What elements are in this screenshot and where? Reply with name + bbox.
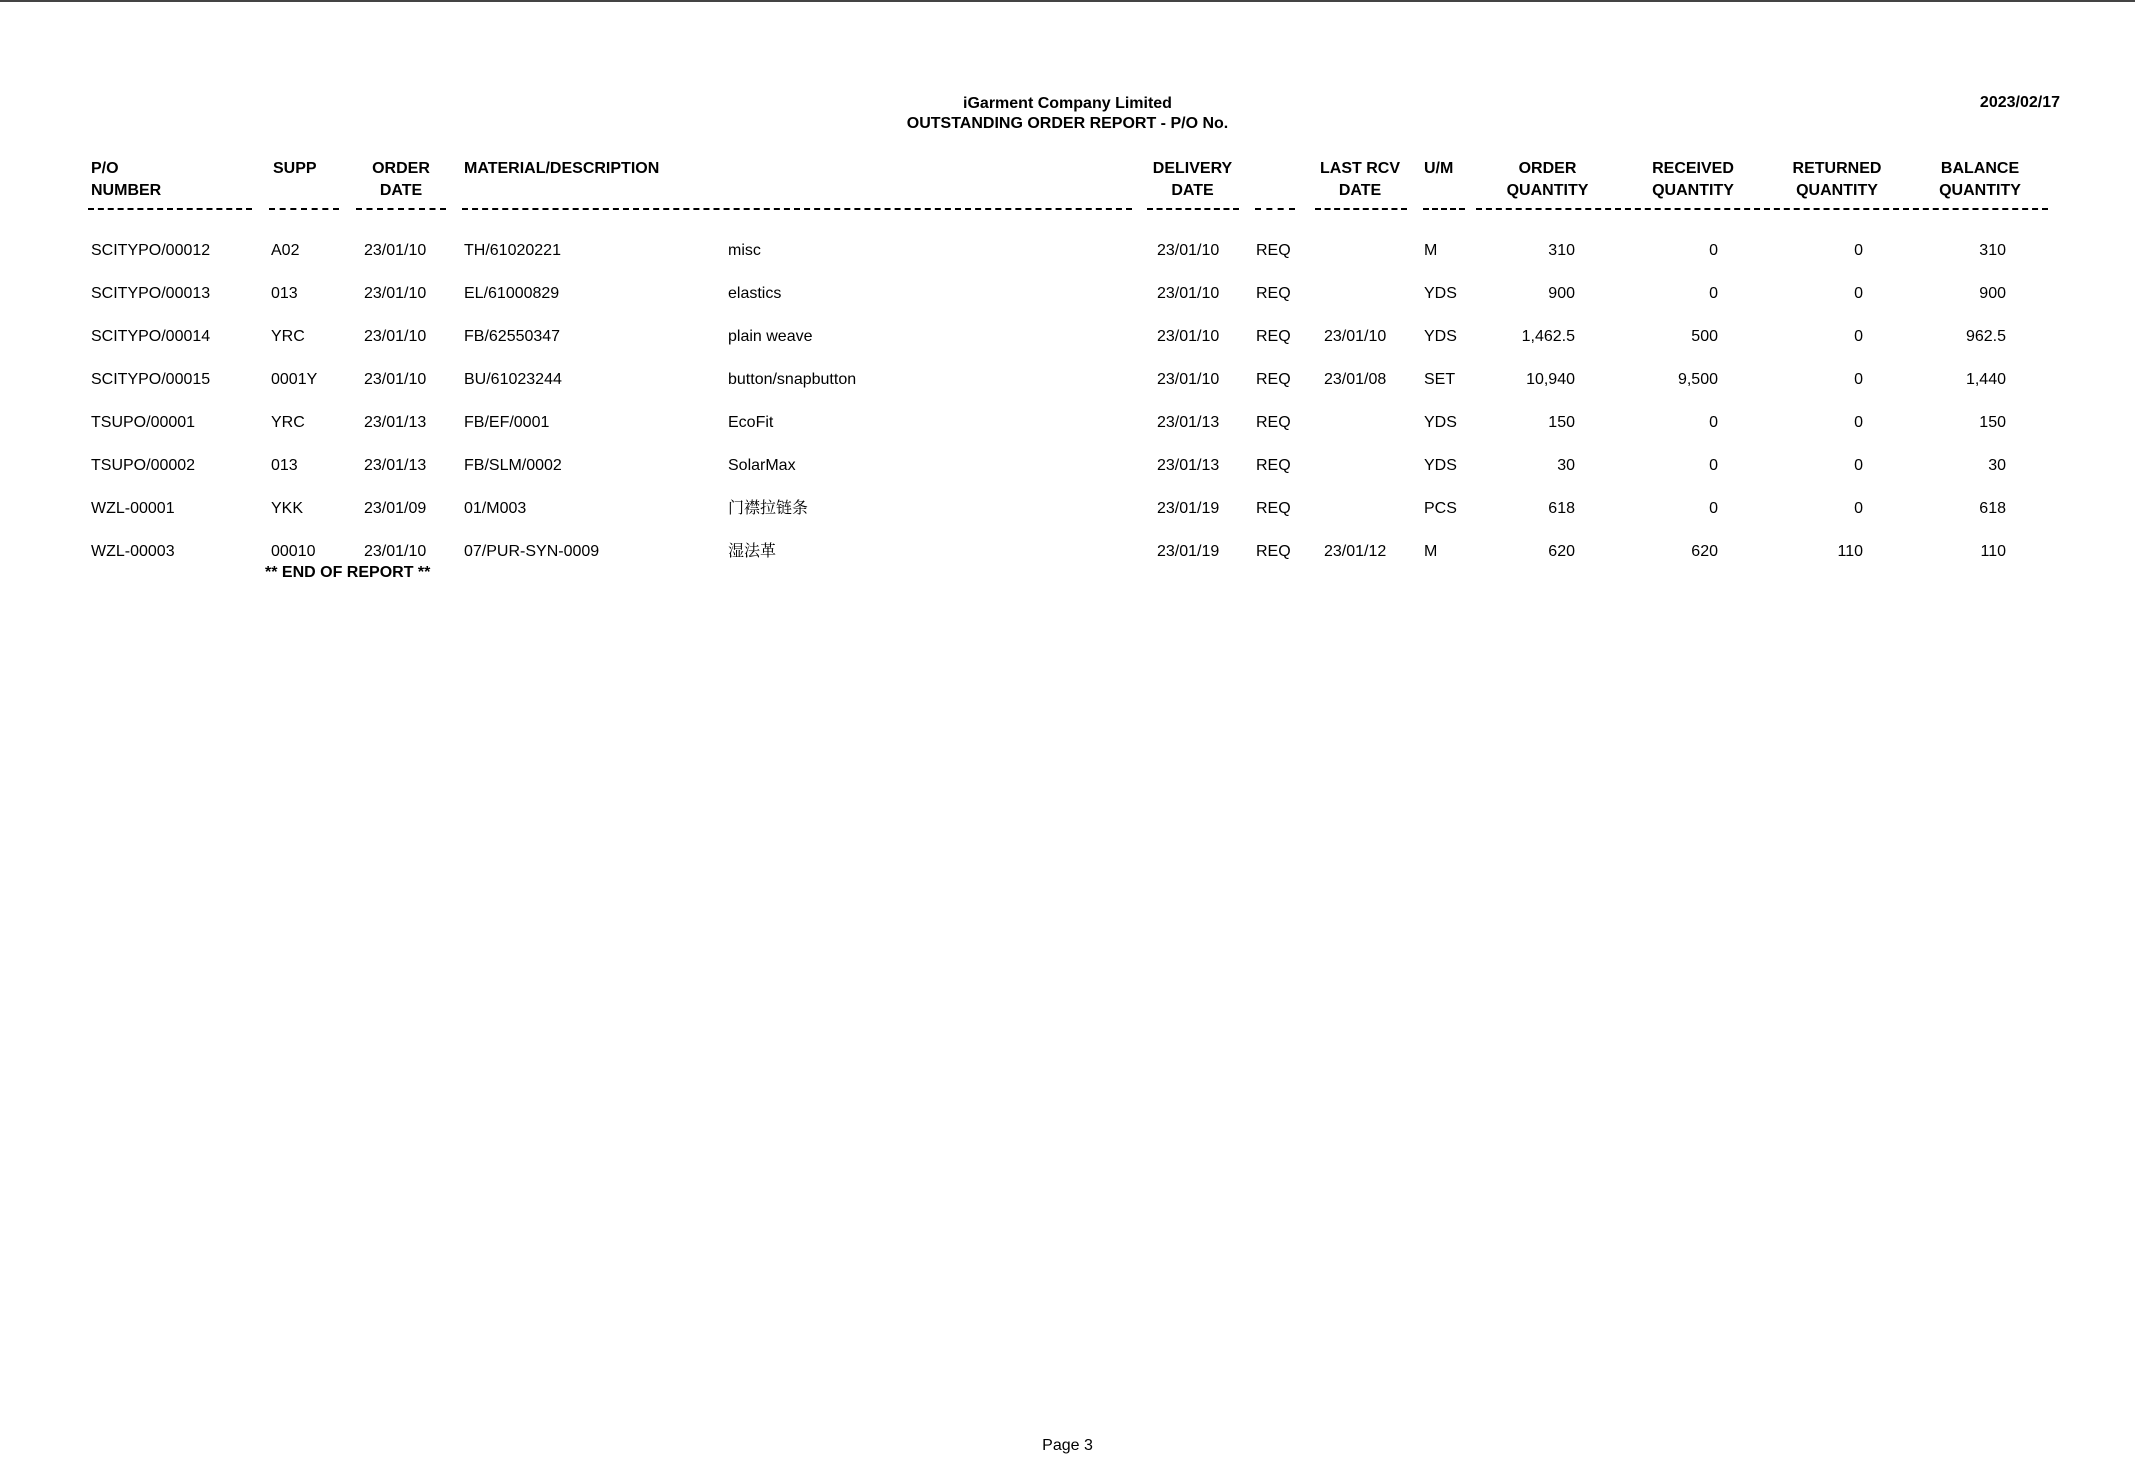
header-rule	[269, 208, 339, 210]
order-date-cell: 23/01/10	[364, 285, 427, 302]
col-head-supp: SUPP	[273, 160, 317, 177]
supplier-cell: YKK	[271, 500, 304, 517]
company-name: iGarment Company Limited	[963, 95, 1172, 112]
header-rule	[356, 208, 446, 210]
header-rule	[1423, 208, 1465, 210]
po-number-cell: SCITYPO/00012	[91, 242, 211, 259]
order-qty-cell: 620	[1548, 543, 1575, 560]
unit-cell: PCS	[1424, 500, 1457, 517]
col-head-returned-qty: RETURNED QUANTITY	[1792, 160, 1882, 199]
balance-qty-cell: 150	[1979, 414, 2006, 431]
material-code-cell: FB/EF/0001	[464, 414, 550, 431]
balance-qty-cell: 1,440	[1965, 371, 2006, 388]
order-date-cell: 23/01/13	[364, 457, 427, 474]
header-rule	[1315, 208, 1407, 210]
supplier-cell: 0001Y	[271, 371, 318, 388]
delivery-date-cell: 23/01/10	[1157, 285, 1220, 302]
received-qty-cell: 0	[1709, 242, 1718, 259]
col-head-balance-qty: BALANCE QUANTITY	[1939, 160, 2021, 199]
delivery-date-cell: 23/01/10	[1157, 371, 1220, 388]
balance-qty-cell: 618	[1979, 500, 2006, 517]
header-rule	[1255, 208, 1295, 210]
received-qty-cell: 0	[1709, 500, 1718, 517]
po-number-cell: WZL-00003	[91, 543, 175, 560]
returned-qty-cell: 0	[1854, 328, 1863, 345]
status-cell: REQ	[1256, 242, 1291, 259]
received-qty-cell: 620	[1691, 543, 1718, 560]
unit-cell: M	[1424, 543, 1438, 560]
po-number-cell: TSUPO/00002	[91, 457, 196, 474]
po-number-cell: SCITYPO/00013	[91, 285, 211, 302]
status-cell: REQ	[1256, 457, 1291, 474]
last-receive-date-cell: 23/01/08	[1324, 371, 1387, 388]
header-rule	[1147, 208, 1239, 210]
delivery-date-cell: 23/01/13	[1157, 414, 1220, 431]
col-head-material: MATERIAL/DESCRIPTION	[464, 160, 660, 177]
description-cell: plain weave	[728, 328, 813, 345]
balance-qty-cell: 30	[1988, 457, 2006, 474]
delivery-date-cell: 23/01/19	[1157, 500, 1220, 517]
delivery-date-cell: 23/01/13	[1157, 457, 1220, 474]
description-cell: button/snapbutton	[728, 371, 857, 388]
description-cell: SolarMax	[728, 457, 796, 474]
last-receive-date-cell: 23/01/10	[1324, 328, 1387, 345]
order-date-cell: 23/01/10	[364, 543, 427, 560]
unit-cell: YDS	[1424, 328, 1457, 345]
col-head-order-qty: ORDER QUANTITY	[1506, 160, 1589, 199]
unit-cell: M	[1424, 242, 1438, 259]
received-qty-cell: 0	[1709, 414, 1718, 431]
order-qty-cell: 618	[1548, 500, 1575, 517]
returned-qty-cell: 0	[1854, 242, 1863, 259]
po-number-cell: TSUPO/00001	[91, 414, 196, 431]
status-cell: REQ	[1256, 371, 1291, 388]
order-qty-cell: 30	[1557, 457, 1575, 474]
po-number-cell: WZL-00001	[91, 500, 175, 517]
returned-qty-cell: 0	[1854, 457, 1863, 474]
unit-cell: SET	[1424, 371, 1456, 388]
order-qty-cell: 310	[1548, 242, 1575, 259]
supplier-cell: 013	[271, 285, 298, 302]
received-qty-cell: 500	[1691, 328, 1718, 345]
po-number-cell: SCITYPO/00015	[91, 371, 211, 388]
supplier-cell: YRC	[271, 328, 305, 345]
material-code-cell: BU/61023244	[464, 371, 562, 388]
col-head-um: U/M	[1424, 160, 1454, 177]
supplier-cell: YRC	[271, 414, 305, 431]
received-qty-cell: 0	[1709, 457, 1718, 474]
description-cell: EcoFit	[728, 414, 774, 431]
returned-qty-cell: 0	[1854, 371, 1863, 388]
report-date: 2023/02/17	[1979, 94, 2060, 111]
description-cell: elastics	[728, 285, 782, 302]
status-cell: REQ	[1256, 328, 1291, 345]
col-head-order-date: ORDER DATE	[372, 160, 430, 199]
col-head-received-qty: RECEIVED QUANTITY	[1652, 160, 1734, 199]
supplier-cell: 00010	[271, 543, 316, 560]
material-code-cell: FB/62550347	[464, 328, 561, 345]
status-cell: REQ	[1256, 285, 1291, 302]
end-of-report: ** END OF REPORT **	[265, 564, 431, 581]
material-code-cell: EL/61000829	[464, 285, 560, 302]
received-qty-cell: 0	[1709, 285, 1718, 302]
balance-qty-cell: 900	[1979, 285, 2006, 302]
balance-qty-cell: 310	[1979, 242, 2006, 259]
col-head-delivery-date: DELIVERY DATE	[1152, 160, 1233, 199]
unit-cell: YDS	[1424, 285, 1457, 302]
received-qty-cell: 9,500	[1677, 371, 1718, 388]
col-head-po: P/O NUMBER	[91, 160, 162, 199]
delivery-date-cell: 23/01/19	[1157, 543, 1220, 560]
material-code-cell: FB/SLM/0002	[464, 457, 562, 474]
order-qty-cell: 150	[1548, 414, 1575, 431]
last-receive-date-cell: 23/01/12	[1324, 543, 1387, 560]
description-cell: 湿法革	[728, 543, 777, 560]
supplier-cell: 013	[271, 457, 298, 474]
po-number-cell: SCITYPO/00014	[91, 328, 211, 345]
order-date-cell: 23/01/10	[364, 371, 427, 388]
balance-qty-cell: 962.5	[1965, 328, 2006, 345]
order-qty-cell: 1,462.5	[1521, 328, 1575, 345]
material-code-cell: 07/PUR-SYN-0009	[464, 543, 600, 560]
unit-cell: YDS	[1424, 457, 1457, 474]
supplier-cell: A02	[271, 242, 300, 259]
material-code-cell: TH/61020221	[464, 242, 561, 259]
col-head-last-rcv: LAST RCV DATE	[1320, 160, 1400, 199]
balance-qty-cell: 110	[1980, 543, 2006, 560]
page-number: Page 3	[1042, 1437, 1093, 1454]
order-date-cell: 23/01/10	[364, 328, 427, 345]
delivery-date-cell: 23/01/10	[1157, 328, 1220, 345]
unit-cell: YDS	[1424, 414, 1457, 431]
header-rule	[1476, 208, 2048, 210]
delivery-date-cell: 23/01/10	[1157, 242, 1220, 259]
order-qty-cell: 900	[1548, 285, 1575, 302]
material-code-cell: 01/M003	[464, 500, 527, 517]
returned-qty-cell: 0	[1854, 500, 1863, 517]
order-qty-cell: 10,940	[1526, 371, 1575, 388]
description-cell: misc	[728, 242, 761, 259]
top-border	[0, 0, 2135, 2]
header-rule	[462, 208, 1132, 210]
header-rule	[88, 208, 252, 210]
status-cell: REQ	[1256, 543, 1291, 560]
status-cell: REQ	[1256, 414, 1291, 431]
order-date-cell: 23/01/09	[364, 500, 427, 517]
status-cell: REQ	[1256, 500, 1291, 517]
returned-qty-cell: 110	[1837, 543, 1863, 560]
returned-qty-cell: 0	[1854, 285, 1863, 302]
order-date-cell: 23/01/10	[364, 242, 427, 259]
returned-qty-cell: 0	[1854, 414, 1863, 431]
description-cell: 门襟拉链条	[728, 500, 809, 517]
report-title: OUTSTANDING ORDER REPORT - P/O No.	[906, 115, 1229, 132]
order-date-cell: 23/01/13	[364, 414, 427, 431]
